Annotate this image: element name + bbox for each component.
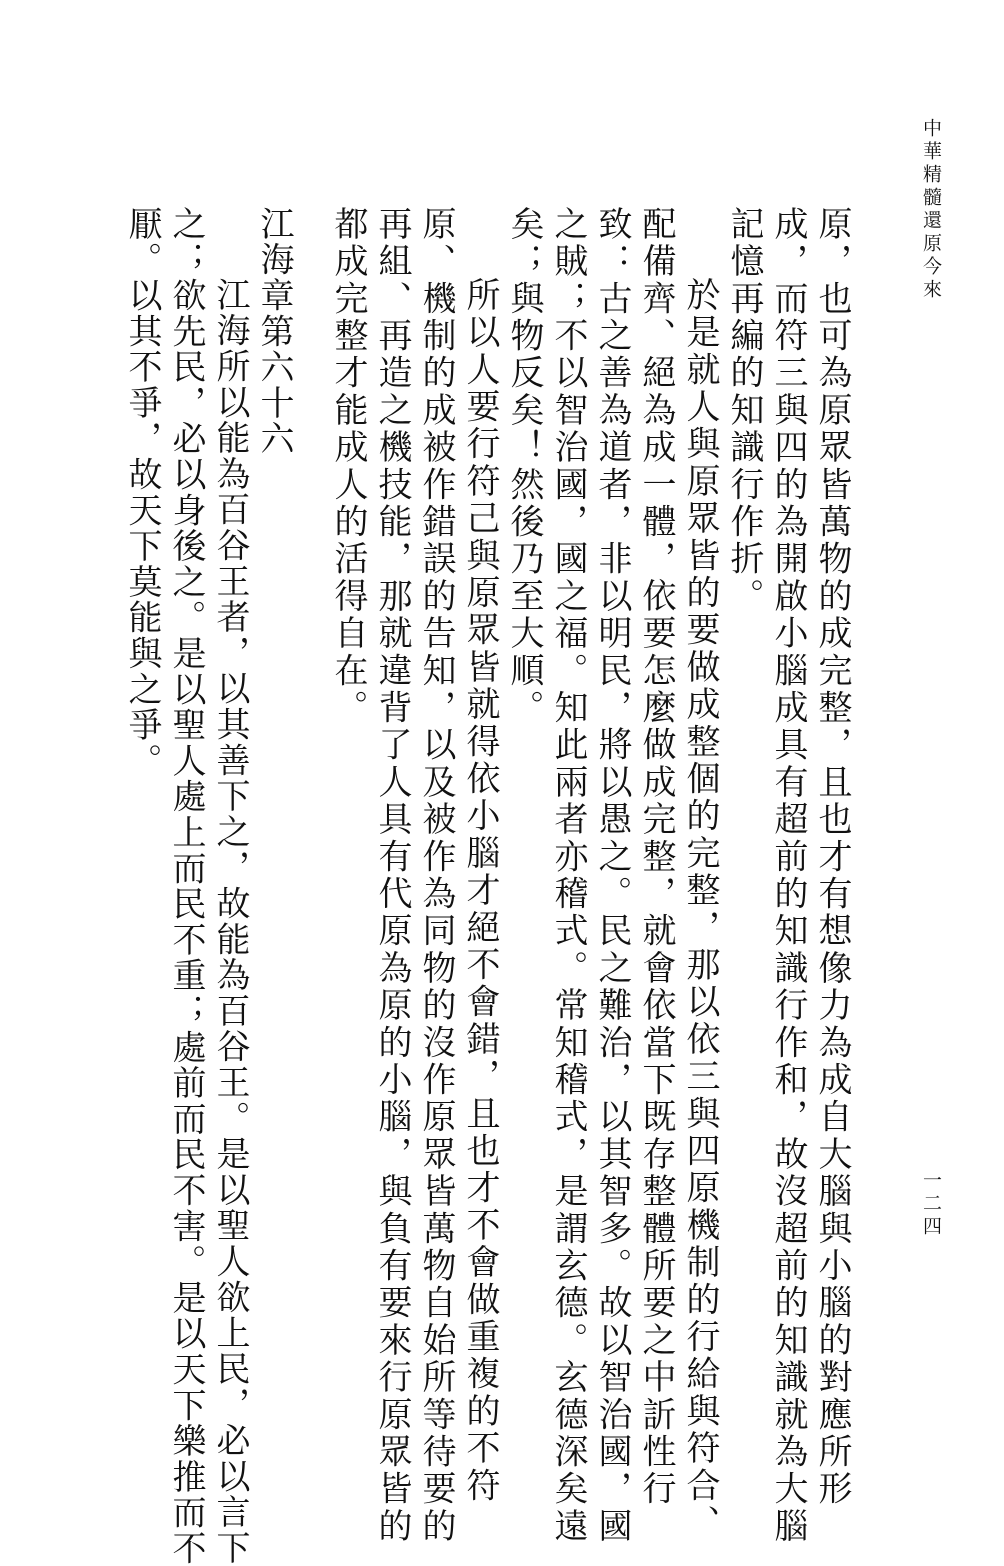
text-column: 記憶再編的知識行作折。 [724, 206, 764, 616]
text-column: 成，而符三與四的為開啟小腦成具有超前的知識行作和，故沒超前的知識就為大腦 [768, 206, 808, 1546]
text-column: 都成完整才能成人的活得自在。 [328, 206, 368, 727]
text-column: 厭。以其不爭，故天下莫能與之爭。 [122, 206, 162, 779]
chapter-heading: 江海章第六十六 [254, 206, 294, 457]
text-column: 配備齊、絕為成一體，依要怎麼做成完整，就會依當下既存整體所要之中訢性行 [636, 206, 676, 1508]
text-column: 江海所以能為百谷王者，以其善下之，故能為百谷王。是以聖人欲上民，必以言下 [210, 277, 250, 1566]
text-column: 之賊；不以智治國，國之福。知此兩者亦稽式。常知稽式，是謂玄德。玄德深矣遠 [548, 206, 588, 1546]
running-title: 中華精髓還原今來 [920, 118, 942, 302]
text-column: 於是就人與原眾皆的要做成整個的完整，那以依三與四原機制的行給與符合、 [680, 277, 720, 1542]
text-column: 矣；與物反矣！然後乃至大順。 [504, 206, 544, 727]
page-number: 一二四 [920, 1170, 942, 1239]
text-column: 原，也可為原眾皆萬物的成完整，且也才有想像力為成自大腦與小腦的對應所形 [812, 206, 852, 1508]
text-column: 致：古之善為道者，非以明民，將以愚之。民之難治，以其智多。故以智治國，國 [592, 206, 632, 1546]
text-column: 再組、再造之機技能，那就違背了人具有代原為原的小腦，與負有要來行原眾皆的 [372, 206, 412, 1546]
text-column: 之；欲先民，必以身後之。是以聖人處上而民不重；處前而民不害。是以天下樂推而不 [166, 206, 206, 1566]
text-column: 原、機制的成被作錯誤的告知，以及被作為同物的沒作原眾皆萬物自始所等待要的 [416, 206, 456, 1546]
text-column: 所以人要行符己與原眾皆就得依小腦才絕不會錯，且也才不會做重複的不符 [460, 277, 500, 1505]
